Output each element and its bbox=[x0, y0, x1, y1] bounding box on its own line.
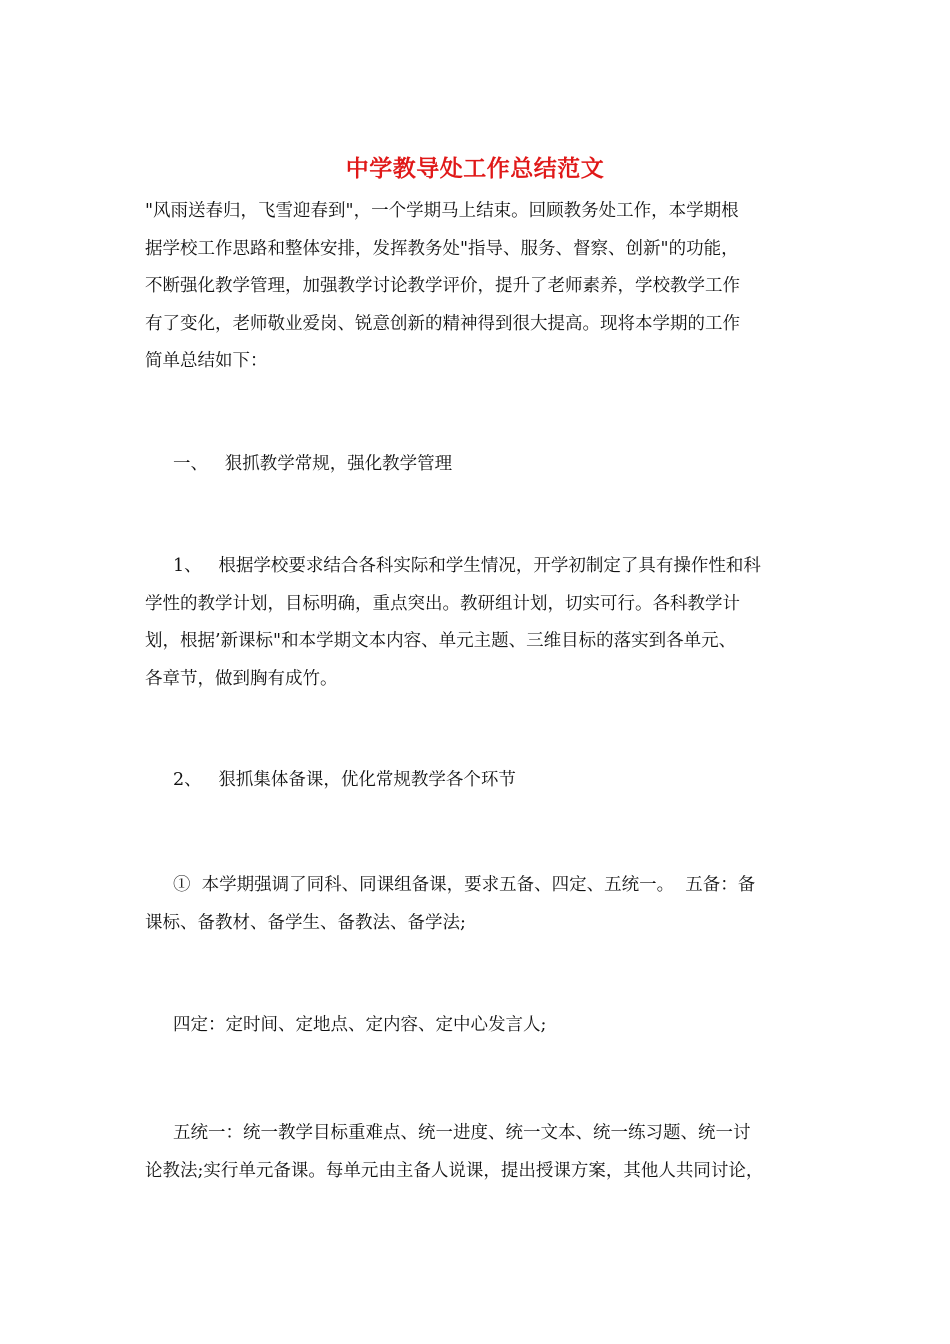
wutongyi-line: 五统一：统一教学目标重难点、统一进度、统一文本、统一练习题、统一讨 bbox=[173, 1123, 751, 1143]
intro-line: 不断强化教学管理，加强教学讨论教学评价，提升了老师素养，学校教学工作 bbox=[145, 276, 740, 296]
item2-heading-block bbox=[145, 762, 820, 800]
siding-line: 四定：定时间、定地点、定内容、定中心发言人; bbox=[173, 1015, 547, 1035]
point1-line: ① 本学期强调了同科、同课组备课，要求五备、四定、五统一。 五备：备 bbox=[173, 875, 756, 895]
item1-line: 各章节，做到胸有成竹。 bbox=[145, 668, 338, 689]
wutongyi-paragraph bbox=[145, 1115, 820, 1190]
intro-line: 有了变化，老师敬业爱岗、锐意创新的精神得到很大提高。现将本学期的工作 bbox=[145, 313, 740, 334]
intro-line: 简单总结如下： bbox=[145, 351, 268, 371]
section1-heading: 一、 狠抓教学常规，强化教学管理 bbox=[173, 454, 453, 474]
intro-line: "风雨送春归，飞雪迎春到"，一个学期马上结束。回顾教务处工作，本学期根 bbox=[145, 201, 739, 221]
point1-line: 课标、备教材、备学生、备教法、备学法; bbox=[145, 912, 466, 933]
item1-line: 学性的教学计划，目标明确，重点突出。教研组计划，切实可行。各科教学计 bbox=[145, 593, 740, 614]
item1-paragraph bbox=[145, 548, 820, 698]
intro-paragraph bbox=[145, 193, 820, 381]
item2-heading: 2、 狠抓集体备课，优化常规教学各个环节 bbox=[173, 770, 516, 790]
point1-paragraph bbox=[145, 867, 820, 942]
item1-line: 划，根据’新课标"和本学期文本内容、单元主题、三维目标的落实到各单元、 bbox=[145, 631, 737, 651]
section-heading bbox=[145, 446, 820, 484]
siding-paragraph bbox=[145, 1007, 820, 1045]
document-title: 中学教导处工作总结范文 bbox=[345, 155, 605, 182]
item1-line: 1、 根据学校要求结合各科实际和学生情况，开学初制定了具有操作性和科 bbox=[173, 556, 761, 576]
intro-line: 据学校工作思路和整体安排，发挥教务处"指导、服务、督察、创新"的功能， bbox=[145, 238, 739, 259]
wutongyi-line: 论教法;实行单元备课。每单元由主备人说课，提出授课方案，其他人共同讨论， bbox=[145, 1160, 764, 1181]
